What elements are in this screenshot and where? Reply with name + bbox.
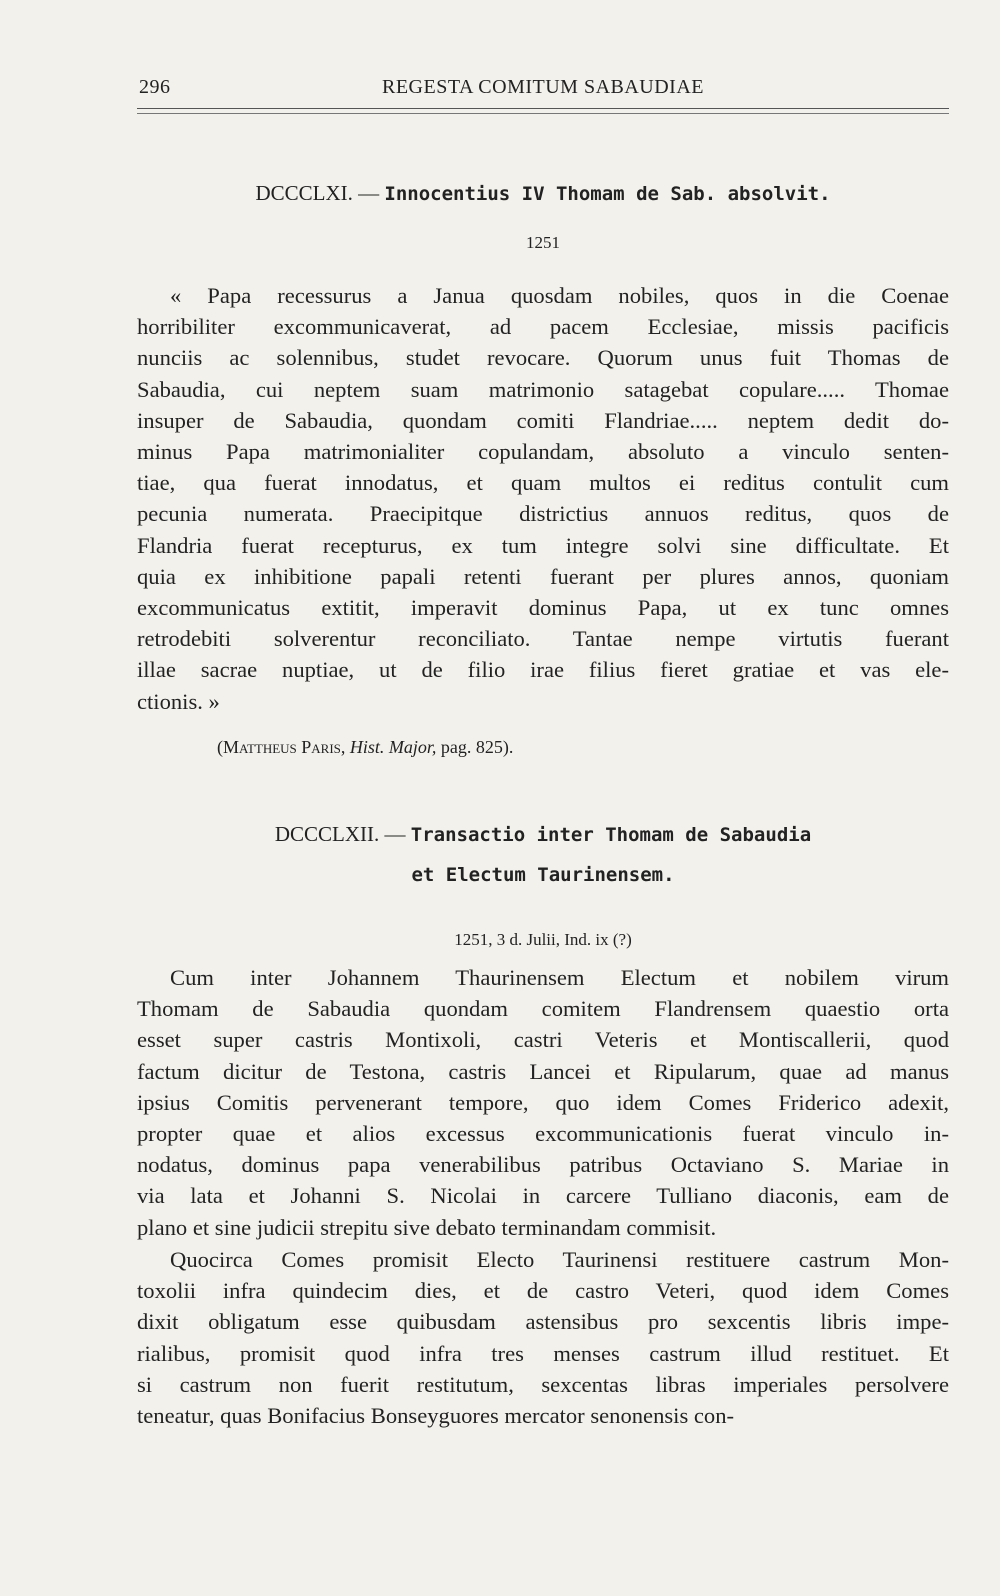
entry-number: DCCCLXII. — xyxy=(274,822,406,846)
citation-page: pag. 825). xyxy=(440,737,514,757)
entry-title-line1: Transactio inter Thomam de Sabaudia xyxy=(410,824,812,846)
text-line: horribiliter excommunicaverat, ad pacem Ecclesiae, missis pacificis xyxy=(137,314,949,340)
text-line: dixit obligatum esse quibusdam astensibus pro sexcentis libris impe- xyxy=(137,1309,949,1335)
text-line: Flandria fuerat recepturus, ex tum integre solvi sine difficultate. Et xyxy=(137,532,949,558)
text-line: propter quae et alios excessus excommunicationis fuerat vinculo in- xyxy=(137,1121,949,1147)
citation xyxy=(217,737,513,758)
entry-date: 1251, 3 d. Julii, Ind. ix (?) xyxy=(454,930,632,949)
text-line: insuper de Sabaudia, quondam comiti Flandriae..... neptem dedit do- xyxy=(137,407,949,433)
text-line: rialibus, promisit quod infra tres menses castrum illud restituet. Et xyxy=(137,1340,949,1366)
text-line: Thomam de Sabaudia quondam comitem Flandrensem quaestio orta xyxy=(137,996,949,1022)
text-line: toxolii infra quindecim dies, et de castro Veteri, quod idem Comes xyxy=(137,1278,949,1304)
text-line: ipsius Comitis pervenerant tempore, quo idem Comes Friderico adexit, xyxy=(137,1089,949,1115)
text-line: quia ex inhibitione papali retenti fuerant per plures annos, quoniam xyxy=(137,563,949,589)
page-number: 296 xyxy=(139,76,171,98)
text-line: teneatur, quas Bonifacius Bonseyguores mercator senonensis con- xyxy=(137,1403,735,1429)
text-line: Quocirca Comes promisit Electo Taurinensi restituere castrum Mon- xyxy=(170,1247,949,1272)
citation-work: Hist. Major, xyxy=(349,737,437,757)
entry-text-862-p1 xyxy=(137,962,949,1243)
header-rule-top xyxy=(137,108,949,109)
text-line: minus Papa matrimonialiter copulandam, absoluto a vinculo senten- xyxy=(137,439,949,465)
entry-date: 1251 xyxy=(526,233,560,252)
text-line: « Papa recessurus a Janua quosdam nobiles, quos in die Coenae xyxy=(170,283,949,308)
text-line: tiae, qua fuerat innodatus, et quam multos ei reditus contulit cum xyxy=(137,470,949,496)
text-line: ctionis. » xyxy=(137,688,220,714)
text-line: plano et sine judicii strepitu sive debato terminandam commisit. xyxy=(137,1214,717,1240)
text-line: Sabaudia, cui neptem suam matrimonio satagebat copulare..... Thomae xyxy=(137,376,949,402)
text-line: si castrum non fuerit restitutum, sexcentas libras imperiales persolvere xyxy=(137,1371,949,1397)
text-line: via lata et Johanni S. Nicolai in carcere Tulliano diaconis, eam de xyxy=(137,1183,949,1209)
header-rule-bottom xyxy=(137,113,949,114)
text-line: pecunia numerata. Praecipitque districtius annuos reditus, quos de xyxy=(137,501,949,527)
entry-number: DCCCLXI. — xyxy=(255,181,380,205)
text-line: factum dicitur de Testona, castris Lancei et Ripularum, quae ad manus xyxy=(137,1058,949,1084)
text-line: nunciis ac solennibus, studet revocare. Quorum unus fuit Thomas de xyxy=(137,345,949,371)
book-page xyxy=(137,0,949,1596)
text-line: excommunicatus extitit, imperavit dominus Papa, ut ex tunc omnes xyxy=(137,595,949,621)
text-line: illae sacrae nuptiae, ut de filio irae filius fieret gratiae et vas ele- xyxy=(137,657,949,683)
text-line: Cum inter Johannem Thaurinensem Electum et nobilem virum xyxy=(170,965,949,990)
entry-heading-862-cont xyxy=(137,862,949,887)
entry-title-line2: et Electum Taurinensem. xyxy=(411,864,675,886)
running-title: REGESTA COMITUM SABAUDIAE xyxy=(381,76,705,98)
page-header xyxy=(137,76,949,106)
entry-heading-862 xyxy=(137,822,949,847)
text-line: esset super castris Montixoli, castri Veteris et Montiscallerii, quod xyxy=(137,1027,949,1053)
text-line: retrodebiti solverentur reconciliato. Tantae nempe virtutis fuerant xyxy=(137,626,949,652)
entry-text-861 xyxy=(137,280,949,717)
text-line: nodatus, dominus papa venerabilibus patribus Octaviano S. Mariae in xyxy=(137,1152,949,1178)
entry-text-862-p2 xyxy=(137,1244,949,1431)
entry-title: Innocentius IV Thomam de Sab. absolvit. xyxy=(384,183,831,205)
citation-author: (Mattheus Paris, xyxy=(217,737,346,757)
entry-heading-861 xyxy=(137,181,949,206)
